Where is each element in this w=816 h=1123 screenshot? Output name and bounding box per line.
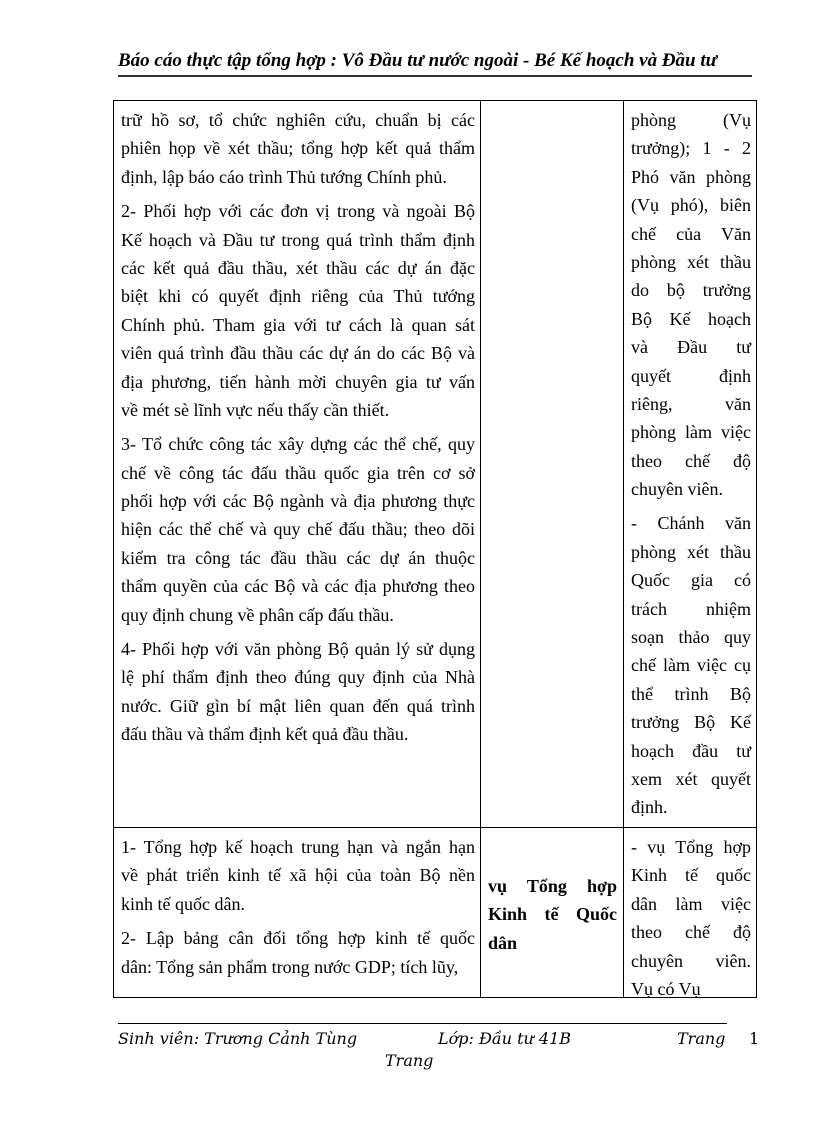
text-line: lệ phí thẩm định theo đúng quy định của Nhà bbox=[121, 667, 475, 688]
text-line: phòng (Vụ bbox=[631, 110, 751, 130]
text-line: định. bbox=[631, 797, 668, 818]
text-line: nước. Giữ gìn bí mật liên quan đến quá trình bbox=[121, 695, 475, 716]
text-line: riêng, văn bbox=[631, 393, 751, 414]
footer-page-label: Trang bbox=[677, 1029, 726, 1048]
footer-student: Sinh viên: Trương Cảnh Tùng bbox=[118, 1029, 358, 1048]
footer-class: Lớp: Đầu tư 41B bbox=[438, 1029, 572, 1048]
paragraph bbox=[631, 106, 751, 503]
paragraph bbox=[121, 197, 475, 424]
text-line: trữ hồ sơ, tổ chức nghiên cứu, chuẩn bị các bbox=[121, 110, 475, 130]
text-line: (Vụ phó), biên bbox=[631, 195, 751, 216]
text-line: phòng làm việc bbox=[631, 422, 751, 443]
text-line: 2- Lập bảng cân đối tổng hợp kinh tế quốc bbox=[121, 928, 475, 949]
text-line: thể trình Bộ bbox=[631, 683, 751, 704]
text-line: chế về công tác đấu thầu quốc gia trên cơ sở bbox=[121, 462, 475, 483]
text-line: trưởng Bộ Kế bbox=[631, 712, 751, 733]
text-line: quyết định bbox=[631, 365, 751, 386]
paragraph bbox=[631, 509, 751, 821]
tasks-cell bbox=[121, 833, 475, 987]
text-line: về phát triển kinh tế xã hội của toàn Bộ nền bbox=[121, 865, 475, 886]
text-line: chế làm việc cụ bbox=[631, 655, 751, 676]
text-line: Vụ có Vụ bbox=[631, 978, 701, 999]
organization-cell bbox=[631, 833, 751, 1009]
footer-page-label-2: Trang bbox=[385, 1051, 434, 1070]
text-line: phiên họp về xét thầu; tổng hợp kết quả thẩm bbox=[121, 138, 475, 159]
text-line: và Đầu tư bbox=[631, 337, 751, 358]
text-line: theo chế độ bbox=[631, 450, 751, 471]
text-line: xem xét quyết bbox=[631, 768, 751, 789]
paragraph bbox=[121, 635, 475, 749]
paragraph bbox=[121, 924, 475, 981]
header-rule bbox=[118, 75, 752, 77]
text-line: trưởng); 1 - 2 bbox=[631, 138, 751, 159]
text-line: Kinh tế Quốc bbox=[488, 904, 617, 925]
text-line: thẩm quyền của các Bộ và các địa phương theo bbox=[121, 576, 475, 597]
footer-page-number: 1 bbox=[749, 1029, 760, 1048]
text-line: biệt khi có quyết định riêng của Thủ tướng bbox=[121, 286, 475, 307]
text-line: địa phương, tiến hành mời chuyên gia tư vấn bbox=[121, 371, 475, 392]
text-line: do bộ trưởng bbox=[631, 280, 751, 301]
text-line: 3- Tổ chức công tác xây dựng các thể chế, quy bbox=[121, 434, 475, 455]
organization-cell bbox=[631, 106, 751, 828]
text-line: về mét sè lĩnh vực nếu thấy cần thiết. bbox=[121, 399, 390, 420]
responsibilities-table bbox=[113, 100, 757, 998]
text-line: Phó văn phòng bbox=[631, 166, 751, 187]
text-line: 1- Tổng hợp kế hoạch trung hạn và ngắn hạn bbox=[121, 837, 475, 857]
text-line: chuyên viên. bbox=[631, 950, 751, 971]
text-line: kinh tế quốc dân. bbox=[121, 893, 245, 914]
text-line: phòng xét thầu bbox=[631, 251, 751, 272]
text-line: dân làm việc bbox=[631, 893, 751, 914]
text-line: dân: Tổng sản phẩm trong nước GDP; tích lũy, bbox=[121, 956, 459, 977]
text-line: định, lập báo cáo trình Thủ tướng Chính phủ. bbox=[121, 166, 447, 187]
text-line: 2- Phối hợp với các đơn vị trong và ngoài Bộ bbox=[121, 201, 475, 222]
text-line: viên quá trình đầu thầu các dự án do các Bộ và bbox=[121, 343, 475, 364]
text-line: 4- Phối hợp với văn phòng Bộ quản lý sử dụng bbox=[121, 639, 475, 660]
column-divider bbox=[623, 101, 624, 997]
text-line: theo chế độ bbox=[631, 922, 751, 943]
text-line: phối hợp với các Bộ ngành và địa phương thực bbox=[121, 491, 475, 512]
column-divider bbox=[480, 101, 481, 997]
text-line: chuyên viên. bbox=[631, 479, 723, 500]
text-line: soạn thảo quy bbox=[631, 627, 751, 648]
text-line: Quốc gia có bbox=[631, 570, 751, 591]
text-line: Bộ Kế hoạch bbox=[631, 308, 751, 329]
text-line: quy định chung về phân cấp đấu thầu. bbox=[121, 604, 394, 625]
paragraph bbox=[121, 430, 475, 629]
text-line: chế của Văn bbox=[631, 223, 751, 244]
text-line: hiện các thể chế và quy chế đấu thầu; theo dõi bbox=[121, 519, 475, 540]
paragraph bbox=[121, 833, 475, 918]
text-line: dân bbox=[488, 932, 518, 953]
paragraph bbox=[631, 833, 751, 1003]
page-header-title: Báo cáo thực tập tổng hợp : Vô Đầu tư nước ngoài - Bé Kế hoạch và Đầu tư bbox=[118, 50, 718, 71]
text-line: trách nhiệm bbox=[631, 598, 751, 619]
paragraph bbox=[488, 872, 617, 957]
text-line: - vụ Tổng hợp bbox=[631, 837, 751, 857]
text-line: kiểm tra công tác đầu thầu các dự án thuộc bbox=[121, 547, 475, 568]
tasks-cell bbox=[121, 106, 475, 755]
text-line: Chính phủ. Tham gia với tư cách là quan sát bbox=[121, 314, 475, 335]
unit-name-cell bbox=[488, 872, 617, 963]
footer-rule bbox=[118, 1023, 727, 1024]
text-line: đấu thầu và thẩm định kết quả đầu thầu. bbox=[121, 724, 409, 745]
text-line: Kinh tế quốc bbox=[631, 865, 751, 886]
text-line: Kế hoạch và Đầu tư trong quá trình thẩm định bbox=[121, 229, 475, 250]
text-line: - Chánh văn bbox=[631, 513, 751, 534]
text-line: các kết quả đầu thầu, xét thầu các dự án đặc bbox=[121, 257, 475, 278]
text-line: phòng xét thầu bbox=[631, 541, 751, 562]
text-line: vụ Tổng hợp bbox=[488, 876, 617, 896]
text-line: hoạch đầu tư bbox=[631, 740, 751, 761]
paragraph bbox=[121, 106, 475, 191]
